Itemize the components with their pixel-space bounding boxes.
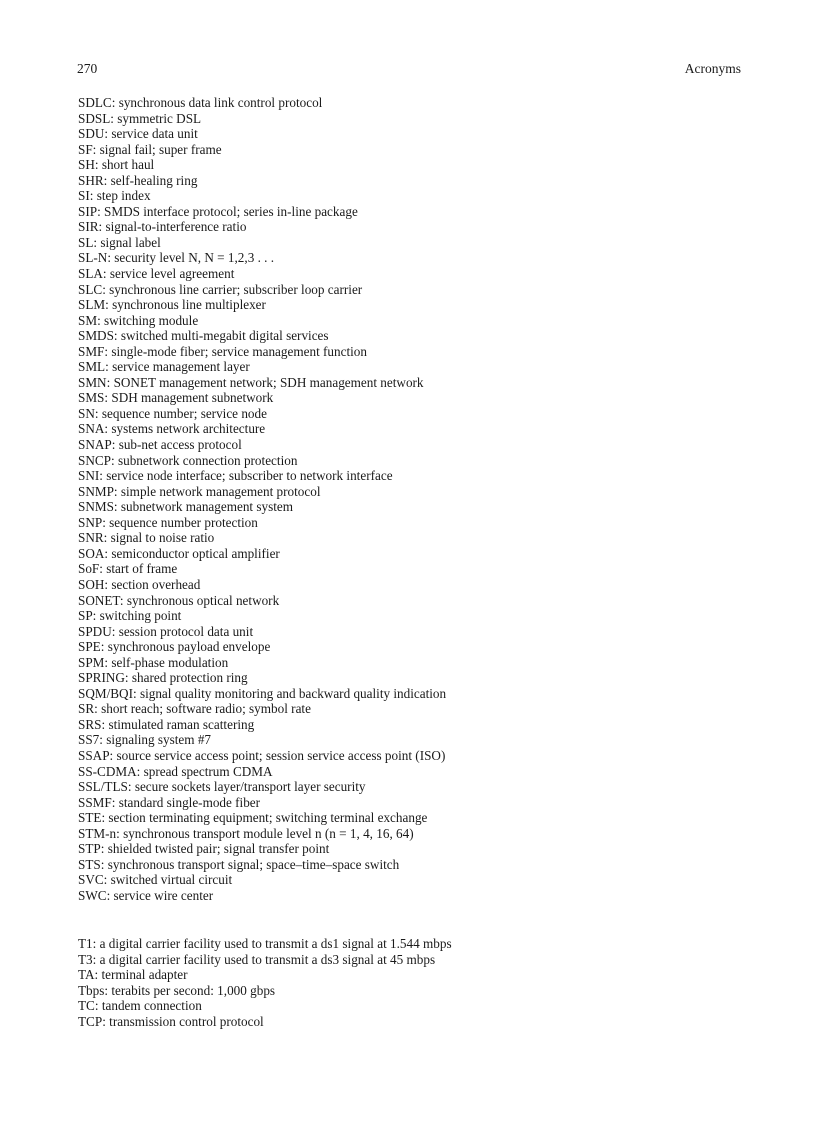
acronym-term: SPE: [78, 639, 101, 655]
acronym-definition: step index: [96, 188, 151, 204]
acronym-definition: simple network management protocol: [120, 483, 321, 499]
acronym-term: SF: [78, 141, 93, 157]
acronym-entry: SP: switching point: [78, 608, 182, 624]
acronym-definition: switched virtual circuit: [110, 872, 233, 888]
acronym-entry: SMF: single-mode fiber; service management function: [78, 343, 367, 359]
acronym-definition: section overhead: [111, 576, 201, 592]
acronym-definition: SONET management network; SDH management network: [113, 374, 424, 390]
acronym-term: TC: [78, 998, 95, 1014]
acronym-entry: SM: switching module: [78, 312, 199, 328]
acronym-term: SS7: [78, 732, 100, 748]
acronym-definition: shared protection ring: [131, 670, 248, 686]
acronym-entry: SHR: self-healing ring: [78, 172, 198, 188]
acronym-term: SoF: [78, 561, 100, 577]
acronym-definition: sequence number; service node: [101, 405, 267, 421]
acronym-entry: SDLC: synchronous data link control protocol: [78, 95, 323, 110]
acronym-term: SWC: [78, 887, 107, 903]
acronym-term: TCP: [78, 1013, 103, 1029]
acronym-entry: SoF: start of frame: [78, 561, 178, 577]
running-head: Acronyms: [684, 61, 741, 76]
acronym-definition: terabits per second: 1,000 gbps: [111, 982, 276, 998]
acronym-term: SS-CDMA: [78, 763, 137, 779]
acronym-definition: service wire center: [113, 887, 214, 903]
acronym-entry: SNI: service node interface; subscriber to network interface: [78, 468, 393, 484]
acronym-definition: synchronous transport signal; space–time–space switch: [107, 856, 400, 872]
acronym-term: SMF: [78, 343, 105, 359]
page-number: 270: [77, 61, 98, 76]
acronym-entry: SS-CDMA: spread spectrum CDMA: [78, 763, 273, 779]
acronym-definition: switching module: [104, 312, 199, 328]
acronym-definition: synchronous line multiplexer: [112, 297, 266, 313]
acronym-definition: section terminating equipment; switching terminal exchange: [108, 810, 428, 826]
acronym-definition: switching point: [99, 608, 182, 624]
acronym-entry: SPM: self-phase modulation: [78, 654, 229, 670]
acronym-term: SPM: [78, 654, 105, 670]
acronym-term: SNI: [78, 468, 100, 484]
acronym-entry: SMN: SONET management network; SDH management network: [78, 374, 424, 390]
acronym-entry: SR: short reach; software radio; symbol rate: [78, 701, 311, 717]
acronym-definition: stimulated raman scattering: [108, 716, 255, 732]
acronym-entry: SLA: service level agreement: [78, 266, 235, 282]
acronym-entry: SIP: SMDS interface protocol; series in-line package: [78, 203, 358, 219]
acronym-entry: T1: a digital carrier facility used to transmit a ds1 signal at 1.544 mbps: [78, 936, 452, 951]
acronym-entry: SIR: signal-to-interference ratio: [78, 219, 247, 235]
acronym-term: SMN: [78, 374, 107, 390]
acronym-definition: session protocol data unit: [118, 623, 254, 639]
acronym-term: SLA: [78, 266, 103, 282]
acronym-definition: symmetric DSL: [117, 110, 202, 126]
acronym-definition: signal label: [100, 234, 161, 250]
acronym-entry: SNCP: subnetwork connection protection: [78, 452, 298, 468]
acronym-entry: SONET: synchronous optical network: [78, 592, 280, 608]
acronym-definition: signal to noise ratio: [110, 530, 215, 546]
acronym-entry: SN: sequence number; service node: [78, 405, 267, 421]
acronym-definition: sequence number protection: [109, 514, 258, 530]
acronym-definition: tandem connection: [101, 998, 202, 1014]
acronym-definition: single-mode fiber; service management function: [111, 343, 367, 359]
acronym-definition: shielded twisted pair; signal transfer point: [107, 841, 330, 857]
acronym-term: STS: [78, 856, 101, 872]
acronym-definition: short reach; software radio; symbol rate: [101, 701, 311, 717]
acronym-entry: SNP: sequence number protection: [78, 514, 258, 530]
acronym-term: SPRING: [78, 670, 125, 686]
acronym-term: SI: [78, 188, 90, 204]
acronym-entry: SRS: stimulated raman scattering: [78, 716, 255, 732]
acronym-term: SIR: [78, 219, 99, 235]
acronym-entry: STE: section terminating equipment; switching terminal exchange: [78, 810, 428, 826]
acronym-term: TA: [78, 967, 95, 983]
acronym-definition: signal fail; super frame: [99, 141, 222, 157]
acronym-definition: source service access point; session service access point (ISO): [116, 747, 446, 763]
acronym-entry: SDSL: symmetric DSL: [78, 110, 202, 126]
acronym-entry: SSMF: standard single-mode fiber: [78, 794, 261, 810]
acronym-term: SMDS: [78, 328, 114, 344]
acronym-definition: standard single-mode fiber: [118, 794, 261, 810]
acronym-entry: TC: tandem connection: [78, 998, 202, 1014]
acronym-entry: SI: step index: [78, 188, 151, 204]
acronym-list-t: [78, 936, 452, 1029]
acronym-term: SNAP: [78, 437, 112, 453]
acronym-entry: SL-N: security level N, N = 1,2,3 . . .: [78, 250, 275, 266]
acronym-definition: service node interface; subscriber to network interface: [106, 468, 393, 484]
acronym-term: STE: [78, 810, 102, 826]
acronym-entry: SPDU: session protocol data unit: [78, 623, 254, 639]
acronym-term: SDU: [78, 126, 105, 142]
acronym-entry: SML: service management layer: [78, 359, 250, 375]
acronym-term: SLC: [78, 281, 103, 297]
acronym-term: SNCP: [78, 452, 111, 468]
acronym-entry: SNA: systems network architecture: [78, 421, 266, 437]
acronym-definition: subnetwork connection protection: [117, 452, 298, 468]
acronym-term: SDLC: [78, 95, 112, 110]
acronym-entry: STM-n: synchronous transport module level n (n = 1, 4, 16, 64): [78, 825, 414, 841]
acronym-entry: SLM: synchronous line multiplexer: [78, 297, 266, 313]
acronym-entry: STS: synchronous transport signal; space–time–space switch: [78, 856, 400, 872]
acronym-term: SOA: [78, 545, 105, 561]
acronym-entry: SNMS: subnetwork management system: [78, 499, 294, 515]
acronym-term: SMS: [78, 390, 105, 406]
acronym-definition: synchronous data link control protocol: [118, 95, 323, 110]
acronym-entry: SOH: section overhead: [78, 576, 201, 592]
acronym-definition: start of frame: [106, 561, 178, 577]
acronym-definition: self-phase modulation: [111, 654, 229, 670]
acronym-term: SP: [78, 608, 93, 624]
acronym-definition: security level N, N = 1,2,3 . . .: [114, 250, 275, 266]
acronym-definition: subnetwork management system: [120, 499, 294, 515]
acronym-definition: spread spectrum CDMA: [143, 763, 273, 779]
acronym-term: SN: [78, 405, 95, 421]
acronym-term: SM: [78, 312, 98, 328]
acronym-entry: T3: a digital carrier facility used to transmit a ds3 signal at 45 mbps: [78, 951, 436, 967]
acronym-entry: TCP: transmission control protocol: [78, 1013, 264, 1029]
acronym-term: SNMP: [78, 483, 114, 499]
acronym-entry: SWC: service wire center: [78, 887, 214, 903]
acronym-definition: synchronous payload envelope: [107, 639, 271, 655]
acronym-entry: SSAP: source service access point; session service access point (ISO): [78, 747, 446, 763]
acronym-definition: SMDS interface protocol; series in-line package: [104, 203, 358, 219]
acronym-entry: SNAP: sub-net access protocol: [78, 437, 242, 453]
acronym-term: T3: [78, 951, 93, 967]
acronym-term: Tbps: [78, 982, 105, 998]
acronym-definition: secure sockets layer/transport layer security: [134, 779, 366, 795]
acronym-entry: SOA: semiconductor optical amplifier: [78, 545, 280, 561]
acronym-list-s: [78, 95, 446, 903]
acronym-term: SH: [78, 157, 95, 173]
acronym-definition: service data unit: [111, 126, 198, 142]
acronym-entry: TA: terminal adapter: [78, 967, 188, 983]
acronym-entry: SNMP: simple network management protocol: [78, 483, 321, 499]
acronym-entry: SL: signal label: [78, 234, 161, 250]
acronym-definition: semiconductor optical amplifier: [111, 545, 280, 561]
acronym-definition: short haul: [101, 157, 155, 173]
acronym-term: SSMF: [78, 794, 112, 810]
acronym-term: SONET: [78, 592, 120, 608]
acronym-entry: SPE: synchronous payload envelope: [78, 639, 271, 655]
acronym-term: SSAP: [78, 747, 110, 763]
acronym-definition: signal quality monitoring and backward quality indication: [139, 685, 447, 701]
acronym-term: SSL/TLS: [78, 779, 128, 795]
acronym-term: STP: [78, 841, 101, 857]
acronym-term: SDSL: [78, 110, 111, 126]
acronym-entry: SH: short haul: [78, 157, 155, 173]
acronym-term: SML: [78, 359, 106, 375]
acronym-definition: signal-to-interference ratio: [105, 219, 247, 235]
acronym-entry: SLC: synchronous line carrier; subscriber loop carrier: [78, 281, 363, 297]
acronym-entry: SPRING: shared protection ring: [78, 670, 248, 686]
acronym-term: SL-N: [78, 250, 108, 266]
acronym-term: STM-n: [78, 825, 117, 841]
acronym-definition: service level agreement: [109, 266, 235, 282]
acronym-definition: terminal adapter: [101, 967, 188, 983]
acronym-term: SL: [78, 234, 94, 250]
acronym-term: SNA: [78, 421, 105, 437]
acronym-term: SNMS: [78, 499, 114, 515]
acronym-term: SRS: [78, 716, 102, 732]
acronym-term: T1: [78, 936, 93, 951]
acronym-definition: service management layer: [112, 359, 250, 375]
acronym-definition: SDH management subnetwork: [111, 390, 274, 406]
acronym-definition: synchronous optical network: [126, 592, 280, 608]
acronym-term: SPDU: [78, 623, 112, 639]
acronym-definition: a digital carrier facility used to transmit a ds1 signal at 1.544 mbps: [99, 936, 452, 951]
acronym-definition: a digital carrier facility used to transmit a ds3 signal at 45 mbps: [99, 951, 436, 967]
acronym-entry: SMDS: switched multi-megabit digital services: [78, 328, 329, 344]
acronym-term: SHR: [78, 172, 104, 188]
acronym-definition: transmission control protocol: [109, 1013, 264, 1029]
acronym-term: SIP: [78, 203, 98, 219]
acronym-definition: synchronous transport module level n (n = 1, 4, 16, 64): [123, 825, 414, 841]
acronym-entry: SSL/TLS: secure sockets layer/transport layer security: [78, 779, 366, 795]
acronym-entry: SMS: SDH management subnetwork: [78, 390, 274, 406]
acronym-entry: STP: shielded twisted pair; signal transfer point: [78, 841, 330, 857]
acronym-entry: Tbps: terabits per second: 1,000 gbps: [78, 982, 276, 998]
acronym-term: SOH: [78, 576, 105, 592]
acronym-entry: SDU: service data unit: [78, 126, 198, 142]
acronym-entry: SVC: switched virtual circuit: [78, 872, 233, 888]
acronym-definition: self-healing ring: [110, 172, 198, 188]
acronym-term: SNR: [78, 530, 104, 546]
acronym-term: SQM/BQI: [78, 685, 133, 701]
acronym-definition: sub-net access protocol: [118, 437, 242, 453]
acronym-definition: synchronous line carrier; subscriber loop carrier: [109, 281, 363, 297]
acronym-term: SLM: [78, 297, 106, 313]
acronym-definition: signaling system #7: [106, 732, 212, 748]
acronym-term: SVC: [78, 872, 104, 888]
acronym-term: SR: [78, 701, 95, 717]
acronym-entry: SF: signal fail; super frame: [78, 141, 222, 157]
acronym-definition: systems network architecture: [111, 421, 266, 437]
acronym-entry: SQM/BQI: signal quality monitoring and backward quality indication: [78, 685, 447, 701]
acronym-term: SNP: [78, 514, 103, 530]
acronym-entry: SNR: signal to noise ratio: [78, 530, 215, 546]
acronym-entry: SS7: signaling system #7: [78, 732, 212, 748]
acronym-definition: switched multi-megabit digital services: [120, 328, 329, 344]
